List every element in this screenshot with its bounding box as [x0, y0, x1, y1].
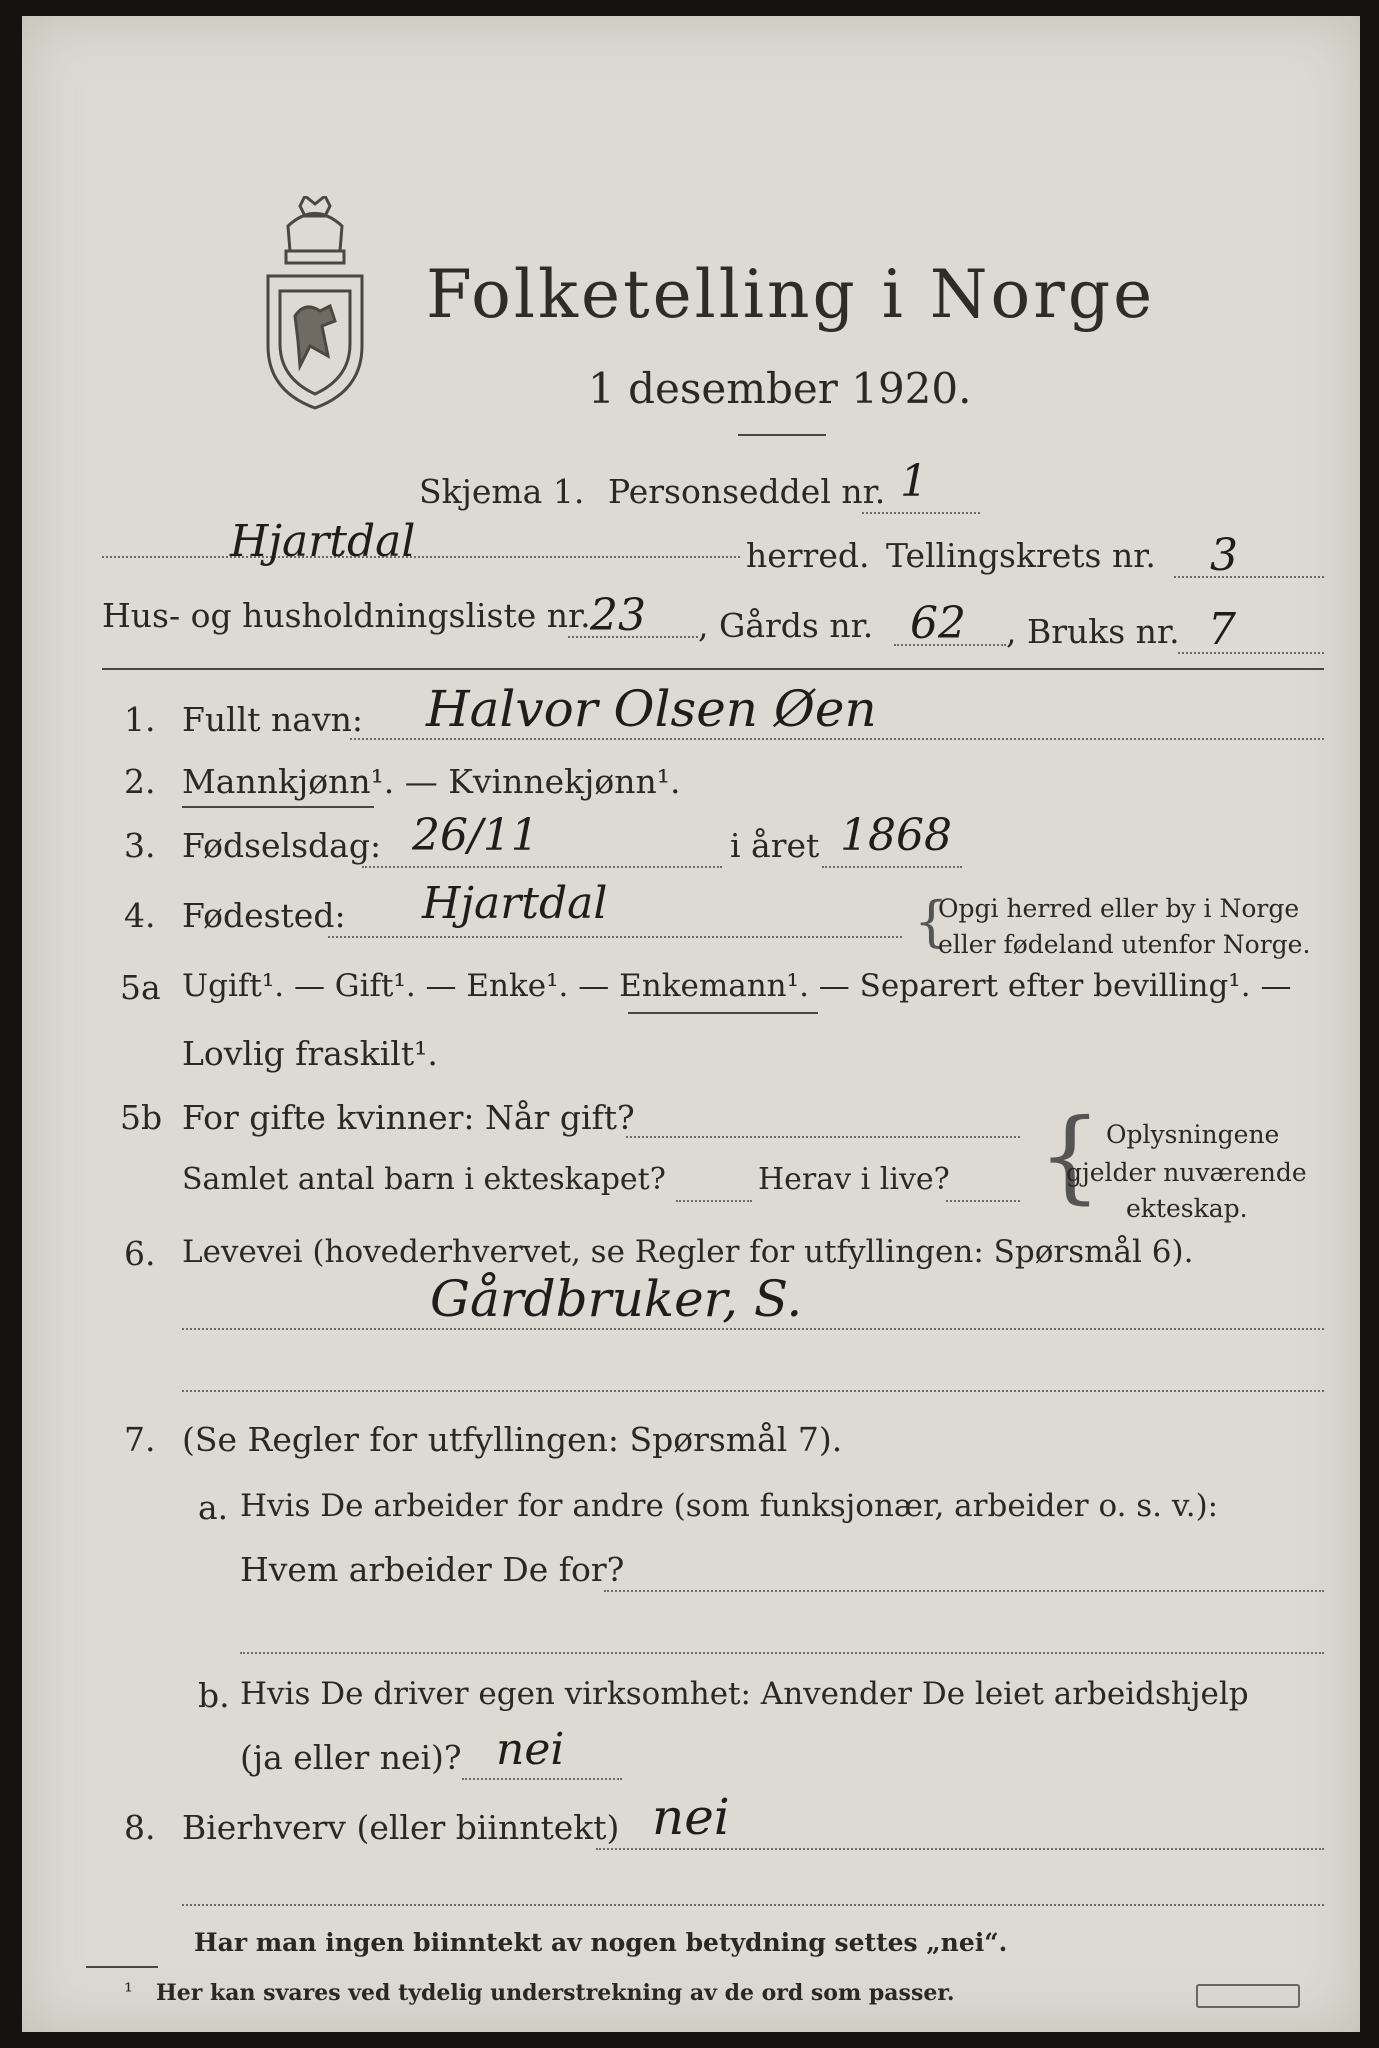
personseddel-value: 1	[900, 456, 928, 507]
q5b-number: 5b	[120, 1098, 163, 1137]
q5b-note-line3: ekteskap.	[1126, 1194, 1248, 1223]
q5b-label: For gifte kvinner: Når gift?	[182, 1098, 635, 1137]
q5b-note-brace: {	[1038, 1097, 1102, 1214]
q7-number: 7.	[124, 1420, 156, 1459]
footer-note: Har man ingen biinntekt av nogen betydning settes „nei“.	[194, 1928, 1008, 1957]
footnote-mark: ¹	[124, 1980, 133, 2005]
q3-number: 3.	[124, 826, 156, 865]
q1-number: 1.	[124, 700, 156, 739]
bruks-label: , Bruks nr.	[1006, 612, 1180, 651]
q2-label: Mannkjønn¹. — Kvinnekjønn¹.	[182, 762, 681, 801]
gards-label: , Gårds nr.	[698, 606, 874, 645]
q4-note-line1: Opgi herred eller by i Norge	[938, 894, 1300, 923]
form-title: Folketelling i Norge	[426, 256, 1156, 333]
q6-value: Gårdbruker, S.	[430, 1270, 803, 1328]
husliste-value: 23	[590, 590, 646, 641]
q3-label: Fødselsdag:	[182, 826, 382, 865]
footnote-divider	[86, 1966, 158, 1968]
herred-value: Hjartdal	[230, 516, 416, 567]
census-form	[22, 16, 1360, 2032]
q1-value: Halvor Olsen Øen	[426, 680, 877, 738]
personseddel-label: Personseddel nr.	[608, 472, 886, 511]
q3-year-label: i året	[730, 826, 820, 865]
q5b-label-line2: Samlet antal barn i ekteskapet?	[182, 1162, 666, 1197]
q2-number: 2.	[124, 762, 156, 801]
q7a-number: a.	[198, 1488, 229, 1527]
footnote-text: Her kan svares ved tydelig understrekning av de ord som passer.	[156, 1980, 955, 2006]
q5a-underline-enkemann	[628, 1012, 818, 1014]
q7-label: (Se Regler for utfyllingen: Spørsmål 7).	[182, 1420, 843, 1459]
q4-label: Fødested:	[182, 896, 346, 935]
q5b-note-line1: Oplysningene	[1106, 1120, 1280, 1149]
q5a-label: Ugift¹. — Gift¹. — Enke¹. — Enkemann¹. — Separert efter bevilling¹. —	[182, 968, 1292, 1004]
q7a-label: Hvis De arbeider for andre (som funksjonær, arbeider o. s. v.):	[240, 1488, 1219, 1524]
q5a-number: 5a	[120, 968, 161, 1007]
q8-label: Bierhverv (eller biinntekt)	[182, 1808, 620, 1847]
gards-value: 62	[910, 598, 966, 649]
printer-stamp	[1196, 1984, 1300, 2008]
schema-label: Skjema 1.	[419, 472, 585, 511]
q1-label: Fullt navn:	[182, 700, 363, 739]
q7a-label-line2: Hvem arbeider De for?	[240, 1550, 625, 1589]
husliste-label: Hus- og husholdningsliste nr.	[102, 596, 591, 635]
coat-of-arms-icon	[260, 196, 370, 411]
q8-number: 8.	[124, 1808, 156, 1847]
q3-value: 26/11	[412, 810, 539, 861]
q8-value: nei	[652, 1788, 730, 1846]
title-divider	[738, 434, 826, 436]
q4-value: Hjartdal	[422, 878, 608, 929]
q7b-number: b.	[198, 1676, 230, 1715]
q5a-label-line2: Lovlig fraskilt¹.	[182, 1034, 438, 1073]
census-date: 1 desember 1920.	[588, 364, 972, 413]
q4-note-brace: {	[914, 890, 949, 953]
q7b-label-line2: (ja eller nei)?	[240, 1738, 462, 1777]
q6-number: 6.	[124, 1234, 156, 1273]
q3-year-value: 1868	[840, 810, 952, 861]
tellingskrets-label: Tellingskrets nr.	[886, 536, 1156, 575]
bruks-value: 7	[1208, 604, 1236, 655]
q7b-value: nei	[496, 1724, 565, 1775]
q5b-label-line3: Herav i live?	[758, 1162, 950, 1197]
q2-underline-mannkjonn	[182, 806, 374, 808]
q6-label: Levevei (hovederhvervet, se Regler for utfyllingen: Spørsmål 6).	[182, 1234, 1194, 1270]
q7b-label: Hvis De driver egen virksomhet: Anvender De leiet arbeidshjelp	[240, 1676, 1249, 1712]
q4-note-line2: eller fødeland utenfor Norge.	[938, 930, 1311, 959]
q4-number: 4.	[124, 896, 156, 935]
q5b-note-line2: gjelder nuværende	[1066, 1158, 1307, 1187]
section-divider	[102, 668, 1324, 670]
herred-label: herred.	[746, 536, 870, 575]
tellingskrets-value: 3	[1210, 530, 1238, 581]
